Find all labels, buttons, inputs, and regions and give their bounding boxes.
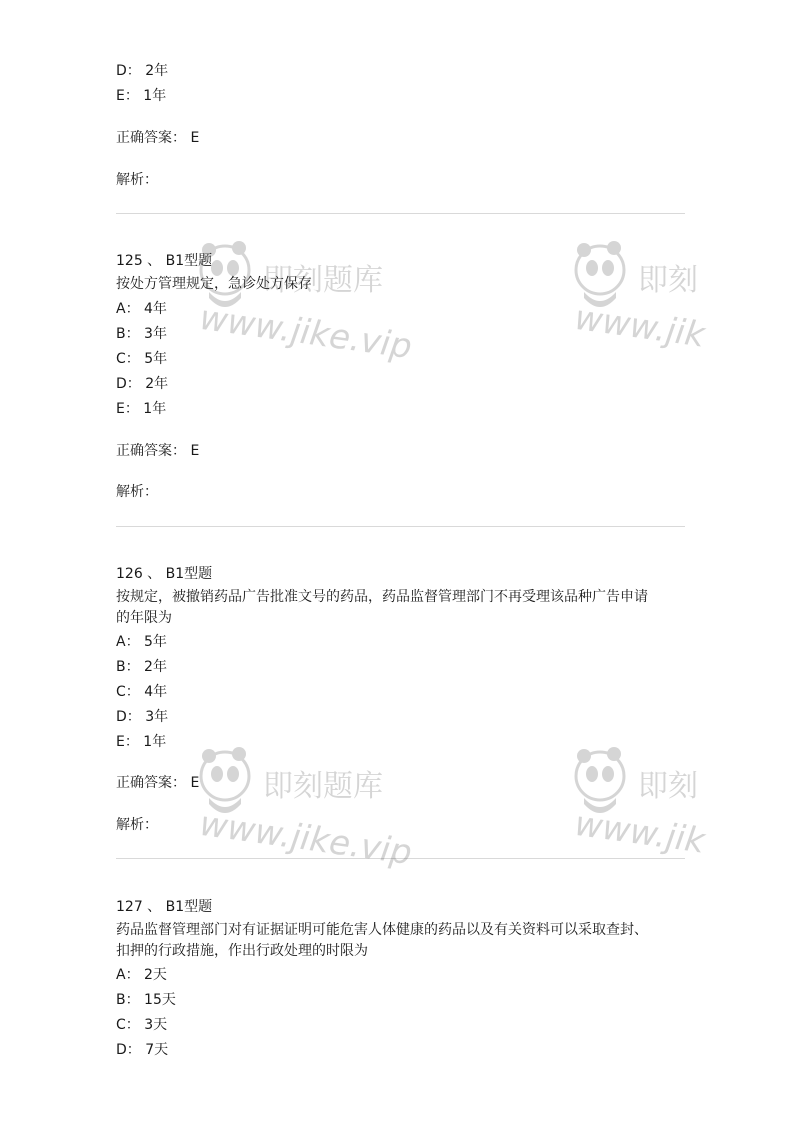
question-header: 126 、 B1型题 (116, 566, 213, 582)
watermark-clipped (570, 738, 708, 888)
svg-text:www.jike.vip: www.jike.vip (197, 803, 415, 874)
option-a: A： 5年 (116, 634, 167, 650)
option-e: E： 1年 (116, 734, 167, 750)
svg-text:即刻题库: 即刻题库 (263, 769, 383, 804)
correct-answer: 正确答案： E (116, 130, 200, 146)
option-c: C： 3天 (116, 1017, 168, 1033)
question-stem-line-2: 扣押的行政措施，作出行政处理的时限为 (116, 943, 368, 959)
option-a: A： 2天 (116, 967, 167, 983)
correct-answer: 正确答案： E (116, 443, 200, 459)
panda-icon (570, 738, 800, 888)
watermark (195, 232, 425, 382)
question-stem-line-2: 的年限为 (116, 610, 172, 626)
question-stem: 按处方管理规定，急诊处方保存 (116, 276, 312, 292)
svg-text:www.jik: www.jik (572, 803, 708, 862)
question-header: 127 、 B1型题 (116, 899, 213, 915)
question-stem-line-1: 按规定，被撤销药品广告批准文号的药品，药品监督管理部门不再受理该品种广告申请 (116, 589, 648, 605)
option-b: B： 2年 (116, 659, 167, 675)
option-c: C： 4年 (116, 684, 168, 700)
option-d: D： 7天 (116, 1042, 169, 1058)
option-e: E： 1年 (116, 401, 167, 417)
svg-text:即刻: 即刻 (638, 769, 698, 804)
option-d: D： 2年 (116, 376, 169, 392)
divider (116, 526, 685, 527)
option-e: E： 1年 (116, 88, 167, 104)
question-header: 125 、 B1型题 (116, 253, 213, 269)
analysis-label: 解析： (116, 817, 158, 833)
watermark-clipped (570, 232, 708, 382)
watermark (195, 738, 425, 888)
svg-text:www.jike.vip: www.jike.vip (197, 297, 415, 368)
option-d: D： 2年 (116, 63, 169, 79)
option-d: D： 3年 (116, 709, 169, 725)
option-c: C： 5年 (116, 351, 168, 367)
svg-text:即刻: 即刻 (638, 263, 698, 298)
svg-text:即刻题库: 即刻题库 (263, 263, 383, 298)
panda-icon (195, 738, 425, 888)
analysis-label: 解析： (116, 172, 158, 188)
svg-text:www.jik: www.jik (572, 297, 708, 356)
panda-icon (195, 232, 425, 382)
option-b: B： 3年 (116, 326, 167, 342)
question-stem-line-1: 药品监督管理部门对有证据证明可能危害人体健康的药品以及有关资料可以采取查封、 (116, 922, 648, 938)
analysis-label: 解析： (116, 484, 158, 500)
correct-answer: 正确答案： E (116, 775, 200, 791)
divider (116, 213, 685, 214)
option-a: A： 4年 (116, 301, 167, 317)
panda-icon (570, 232, 800, 382)
option-b: B： 15天 (116, 992, 176, 1008)
